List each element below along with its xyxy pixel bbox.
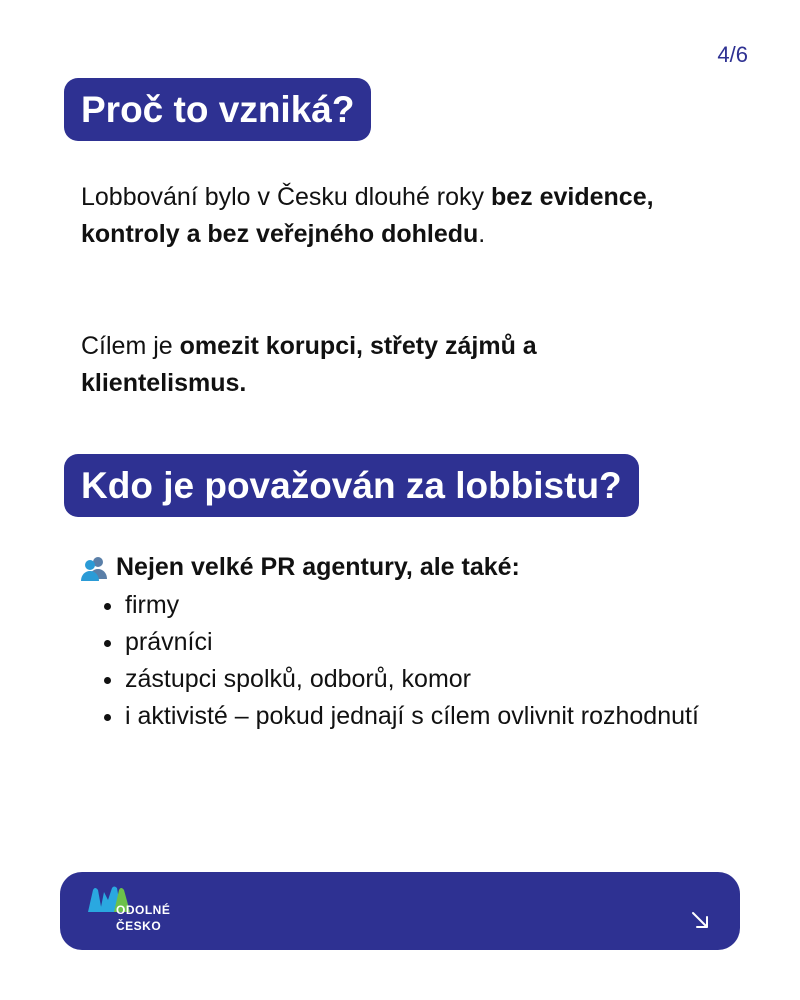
- paragraph-goal-bold: omezit korupci, střety zájmů a klientelismus.: [81, 332, 537, 397]
- lobbyist-list: [80, 587, 745, 735]
- paragraph-why: [81, 179, 681, 253]
- list-item: • zástupci spolků, odborů, komor: [125, 661, 745, 698]
- paragraph-why-text: Lobbování bylo v Česku dlouhé roky: [81, 183, 491, 211]
- list-item: • právníci: [125, 624, 745, 661]
- logo: [116, 902, 170, 934]
- logo-line-1: ODOLNÉ: [116, 903, 171, 917]
- list-item: • firmy: [125, 587, 745, 624]
- paragraph-goal: [81, 328, 681, 402]
- paragraph-why-bold: bez evidence, kontroly a bez veřejného dohledu: [81, 183, 654, 248]
- paragraph-goal-text: Cílem je: [81, 332, 180, 360]
- section-title-why: Proč to vzniká?: [64, 78, 371, 141]
- list-item: • i aktivisté – pokud jednají s cílem ovlivnit rozhodnutí: [125, 698, 745, 735]
- paragraph-why-end: .: [478, 220, 486, 248]
- page-number: 4/6: [717, 42, 748, 67]
- list-lead-text: Nejen velké PR agentury, ale také:: [116, 553, 520, 581]
- list-lead: [80, 549, 520, 586]
- section-title-who: Kdo je považován za lobbistu?: [64, 454, 639, 517]
- people-icon: [80, 555, 108, 581]
- footer-bar: [60, 872, 740, 950]
- arrow-down-right-icon[interactable]: [690, 910, 710, 930]
- logo-line-2: ČESKO: [116, 919, 162, 933]
